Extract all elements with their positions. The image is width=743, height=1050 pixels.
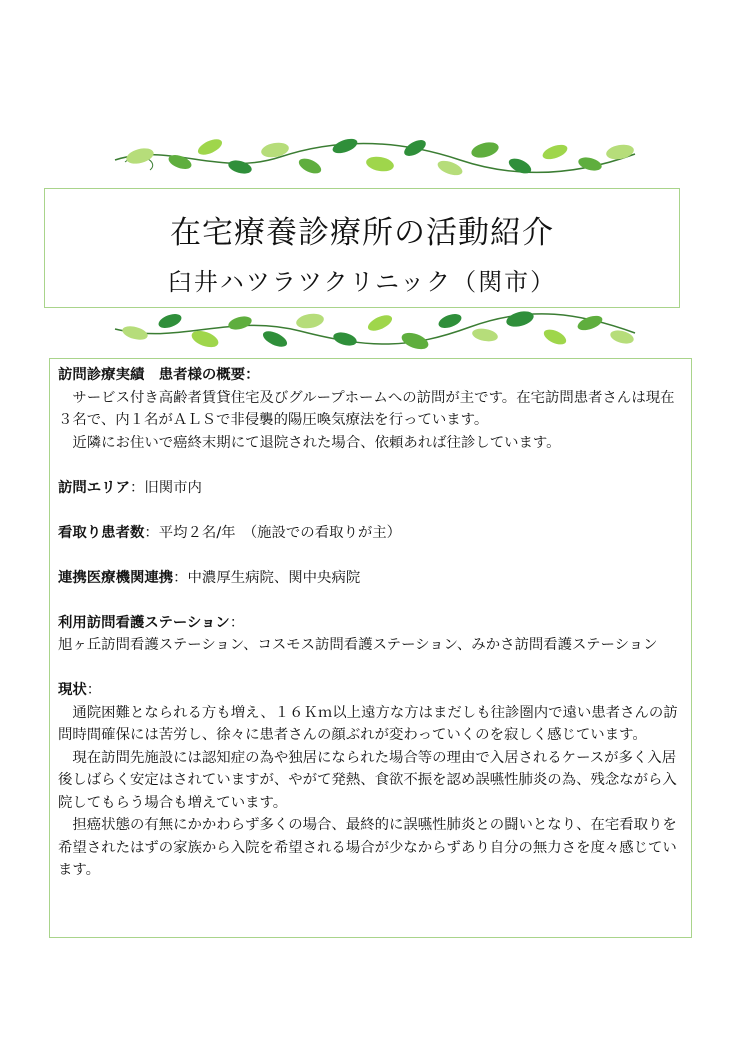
status-paragraph-3: 担癌状態の有無にかかわらず多くの場合、最終的に誤嚥性肺炎との闘いとなり、在宅看取りを希望されたはずの家族から入院を希望される場合が少なからずあり自分の無力さを度々感じています。	[58, 817, 677, 878]
renkei-line	[58, 567, 685, 590]
area-value: ：旧関市内	[129, 479, 202, 496]
mitori-line	[58, 522, 685, 545]
vine-decoration-bottom	[110, 305, 640, 355]
status-heading	[58, 679, 685, 702]
station-heading	[58, 612, 685, 635]
title-box	[44, 188, 680, 308]
mitori-value: ：平均２名/年 （施設での看取りが主）	[144, 524, 402, 541]
clinic-name: 臼井ハツラツクリニック（関市）	[167, 268, 557, 296]
area-line	[58, 477, 685, 500]
content-box	[49, 358, 692, 938]
visit-paragraph-1: サービス付き高齢者賃貸住宅及びグループホームへの訪問が主です。在宅訪問患者さんは現在３名で、内１名がＡＬＳで非侵襲的陽圧喚気療法を行っています。	[58, 389, 675, 428]
status-label: 現状	[58, 682, 87, 698]
renkei-value: ：中濃厚生病院、関中央病院	[173, 569, 361, 586]
vine-decoration-top	[110, 132, 640, 182]
renkei-label: 連携医療機関連携	[58, 569, 174, 586]
status-colon: ：	[86, 682, 102, 698]
status-paragraph-2: 現在訪問先施設には認知症の為や独居になられた場合等の理由で入居されるケースが多く入居後しばらく安定はされていますが、やがて発熱、食欲不振を認め誤嚥性肺炎の為、残念ながら入院してもらう場合も増えています。	[58, 749, 677, 811]
status-paragraph-1: 通院困難となられる方も増え、１６Ｋｍ以上遠方な方はまだしも往診圏内で遠い患者さんの訪問時間確保には苦労し、徐々に患者さんの顔ぶれが変わっていくのを寂しく感じています。	[58, 704, 678, 743]
area-label: 訪問エリア	[58, 479, 130, 496]
visit-heading: 訪問診療実績 患者様の概要：	[58, 367, 260, 383]
station-colon: ：	[229, 614, 245, 631]
page-title: 在宅療養診療所の活動紹介	[170, 215, 554, 251]
station-label: 利用訪問看護ステーション	[58, 614, 230, 631]
mitori-label: 看取り患者数	[58, 524, 145, 541]
station-value: 旭ヶ丘訪問看護ステーション、コスモス訪問看護ステーション、みかさ訪問看護ステーション	[58, 637, 658, 653]
visit-paragraph-2: 近隣にお住いで癌終末期にて退院された場合、依頼あれば往診しています。	[72, 434, 561, 451]
